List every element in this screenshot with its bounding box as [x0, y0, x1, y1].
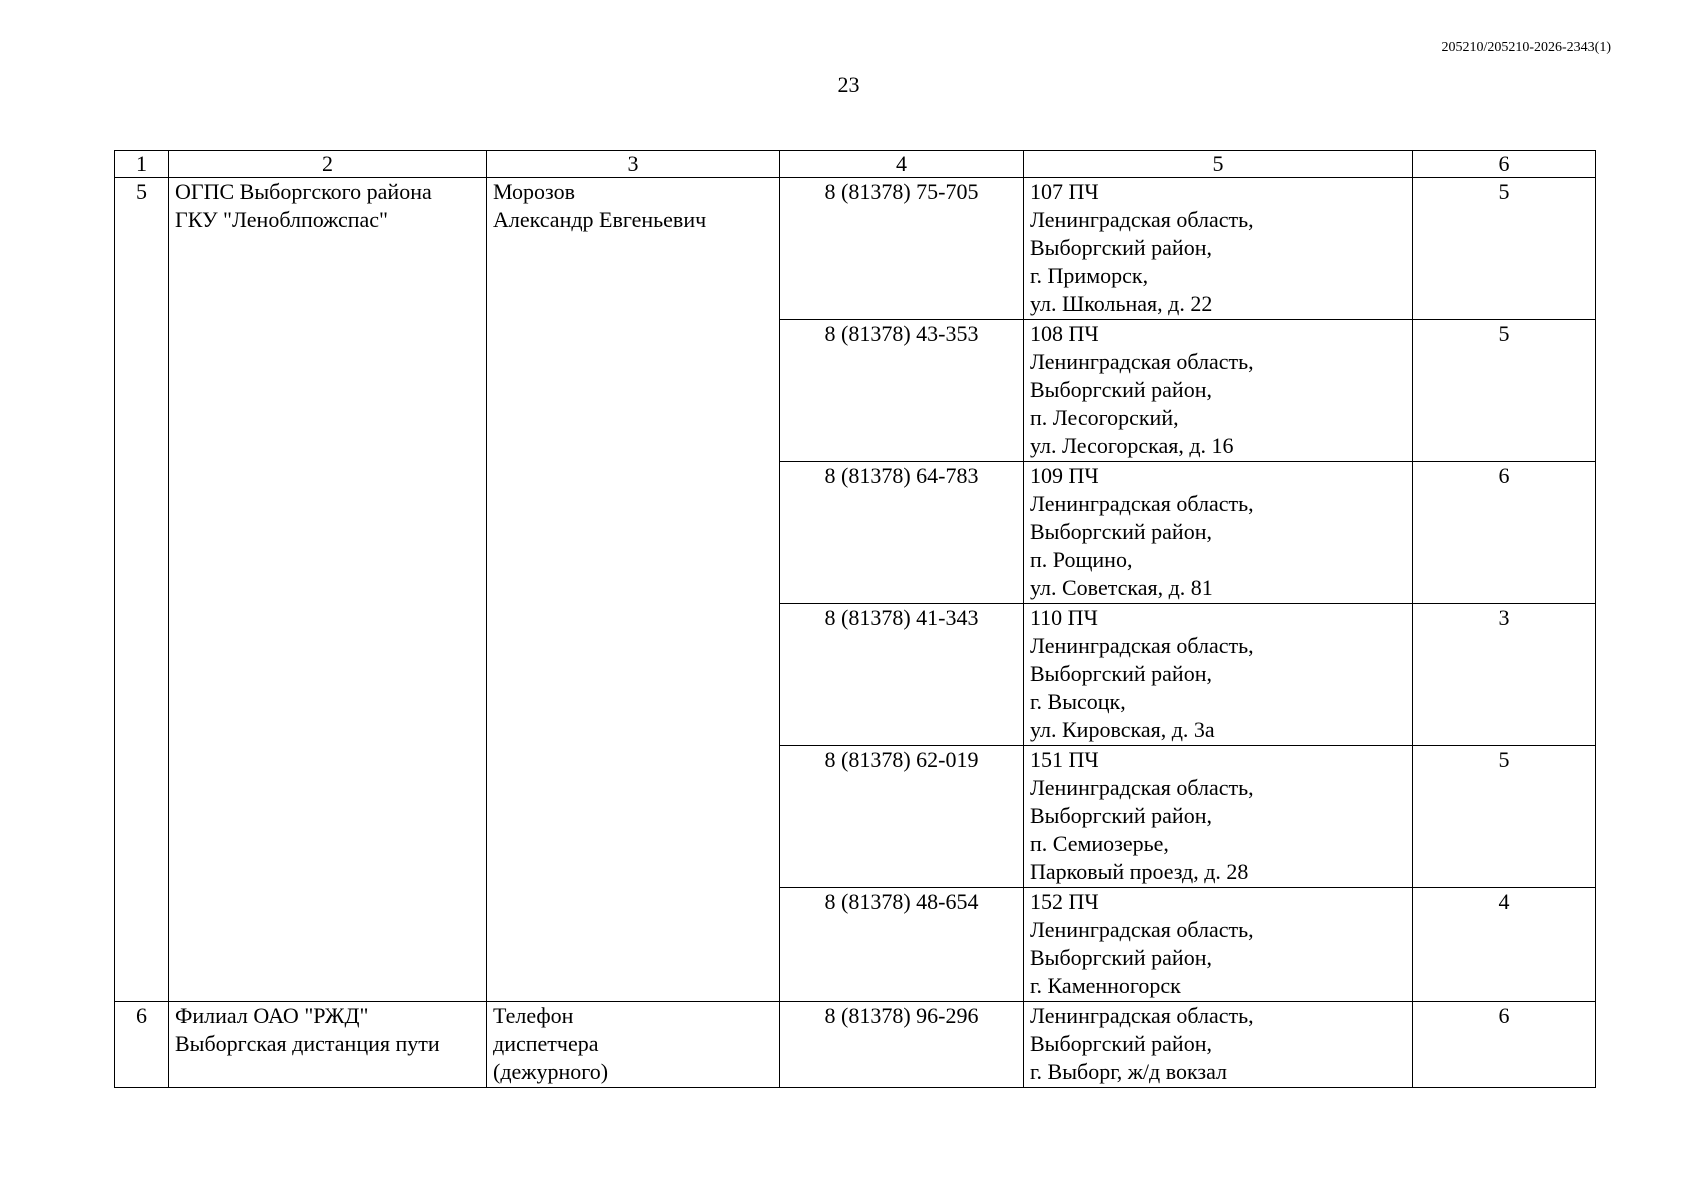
cell-line: Парковый проезд, д. 28 — [1030, 859, 1249, 884]
column-header: 3 — [487, 151, 780, 178]
count-cell: 5 — [1413, 178, 1596, 320]
column-header: 1 — [115, 151, 169, 178]
cell-line: п. Рощино, — [1030, 547, 1133, 572]
cell-line: г. Высоцк, — [1030, 689, 1126, 714]
cell-line: Ленинградская область, — [1030, 349, 1254, 374]
cell-line: Ленинградская область, — [1030, 775, 1254, 800]
cell-line: диспетчера — [493, 1031, 599, 1056]
cell-line: ГКУ "Леноблпожспас" — [175, 207, 389, 232]
column-header: 4 — [780, 151, 1024, 178]
cell-line: ОГПС Выборгского района — [175, 179, 432, 204]
column-header: 5 — [1024, 151, 1413, 178]
cell-line: Александр Евгеньевич — [493, 207, 707, 232]
cell-line: Выборгский район, — [1030, 377, 1212, 402]
address-cell — [1024, 604, 1413, 746]
cell-line: 152 ПЧ — [1030, 889, 1099, 914]
table-row — [115, 1002, 1596, 1088]
phone-cell: 8 (81378) 64-783 — [780, 462, 1024, 604]
person-cell — [487, 178, 780, 1002]
cell-line: ул. Школьная, д. 22 — [1030, 291, 1213, 316]
address-cell — [1024, 746, 1413, 888]
cell-line: 110 ПЧ — [1030, 605, 1098, 630]
column-header: 2 — [169, 151, 487, 178]
cell-line: ул. Кировская, д. 3а — [1030, 717, 1215, 742]
phone-cell: 8 (81378) 96-296 — [780, 1002, 1024, 1088]
row-number-cell: 6 — [115, 1002, 169, 1088]
cell-line: 151 ПЧ — [1030, 747, 1099, 772]
address-cell — [1024, 1002, 1413, 1088]
organization-cell — [169, 178, 487, 1002]
table-body — [115, 151, 1596, 1088]
cell-line: Морозов — [493, 179, 575, 204]
address-cell — [1024, 320, 1413, 462]
cell-line: 109 ПЧ — [1030, 463, 1099, 488]
cell-line: Ленинградская область, — [1030, 491, 1254, 516]
phone-cell: 8 (81378) 62-019 — [780, 746, 1024, 888]
count-cell: 5 — [1413, 746, 1596, 888]
cell-line: Выборгский район, — [1030, 1031, 1212, 1056]
cell-line: п. Лесогорский, — [1030, 405, 1179, 430]
cell-line: Филиал ОАО "РЖД" — [175, 1003, 369, 1028]
count-cell: 5 — [1413, 320, 1596, 462]
phone-cell: 8 (81378) 43-353 — [780, 320, 1024, 462]
address-cell — [1024, 888, 1413, 1002]
person-cell — [487, 1002, 780, 1088]
contacts-table — [114, 150, 1596, 1088]
cell-line: Выборгский район, — [1030, 803, 1212, 828]
document-id: 205210/205210-2026-2343(1) — [1441, 40, 1611, 55]
cell-line: Выборгский район, — [1030, 519, 1212, 544]
organization-cell — [169, 1002, 487, 1088]
count-cell: 6 — [1413, 462, 1596, 604]
cell-line: Ленинградская область, — [1030, 917, 1254, 942]
phone-cell: 8 (81378) 75-705 — [780, 178, 1024, 320]
address-cell — [1024, 178, 1413, 320]
cell-line: Выборгский район, — [1030, 661, 1212, 686]
phone-cell: 8 (81378) 41-343 — [780, 604, 1024, 746]
cell-line: г. Каменногорск — [1030, 973, 1181, 998]
count-cell: 6 — [1413, 1002, 1596, 1088]
cell-line: 108 ПЧ — [1030, 321, 1099, 346]
cell-line: п. Семиозерье, — [1030, 831, 1169, 856]
cell-line: г. Выборг, ж/д вокзал — [1030, 1059, 1228, 1084]
cell-line: (дежурного) — [493, 1059, 609, 1084]
page-number: 23 — [837, 72, 860, 97]
cell-line: Ленинградская область, — [1030, 207, 1254, 232]
row-number-cell: 5 — [115, 178, 169, 1002]
cell-line: ул. Советская, д. 81 — [1030, 575, 1213, 600]
cell-line: Ленинградская область, — [1030, 1003, 1254, 1028]
address-cell — [1024, 462, 1413, 604]
column-header: 6 — [1413, 151, 1596, 178]
cell-line: Выборгская дистанция пути — [175, 1031, 440, 1056]
table-header-row — [115, 151, 1596, 178]
cell-line: ул. Лесогорская, д. 16 — [1030, 433, 1234, 458]
count-cell: 4 — [1413, 888, 1596, 1002]
phone-cell: 8 (81378) 48-654 — [780, 888, 1024, 1002]
table-row — [115, 178, 1596, 320]
cell-line: г. Приморск, — [1030, 263, 1149, 288]
count-cell: 3 — [1413, 604, 1596, 746]
cell-line: 107 ПЧ — [1030, 179, 1099, 204]
cell-line: Телефон — [493, 1003, 574, 1028]
cell-line: Выборгский район, — [1030, 235, 1212, 260]
cell-line: Ленинградская область, — [1030, 633, 1254, 658]
cell-line: Выборгский район, — [1030, 945, 1212, 970]
